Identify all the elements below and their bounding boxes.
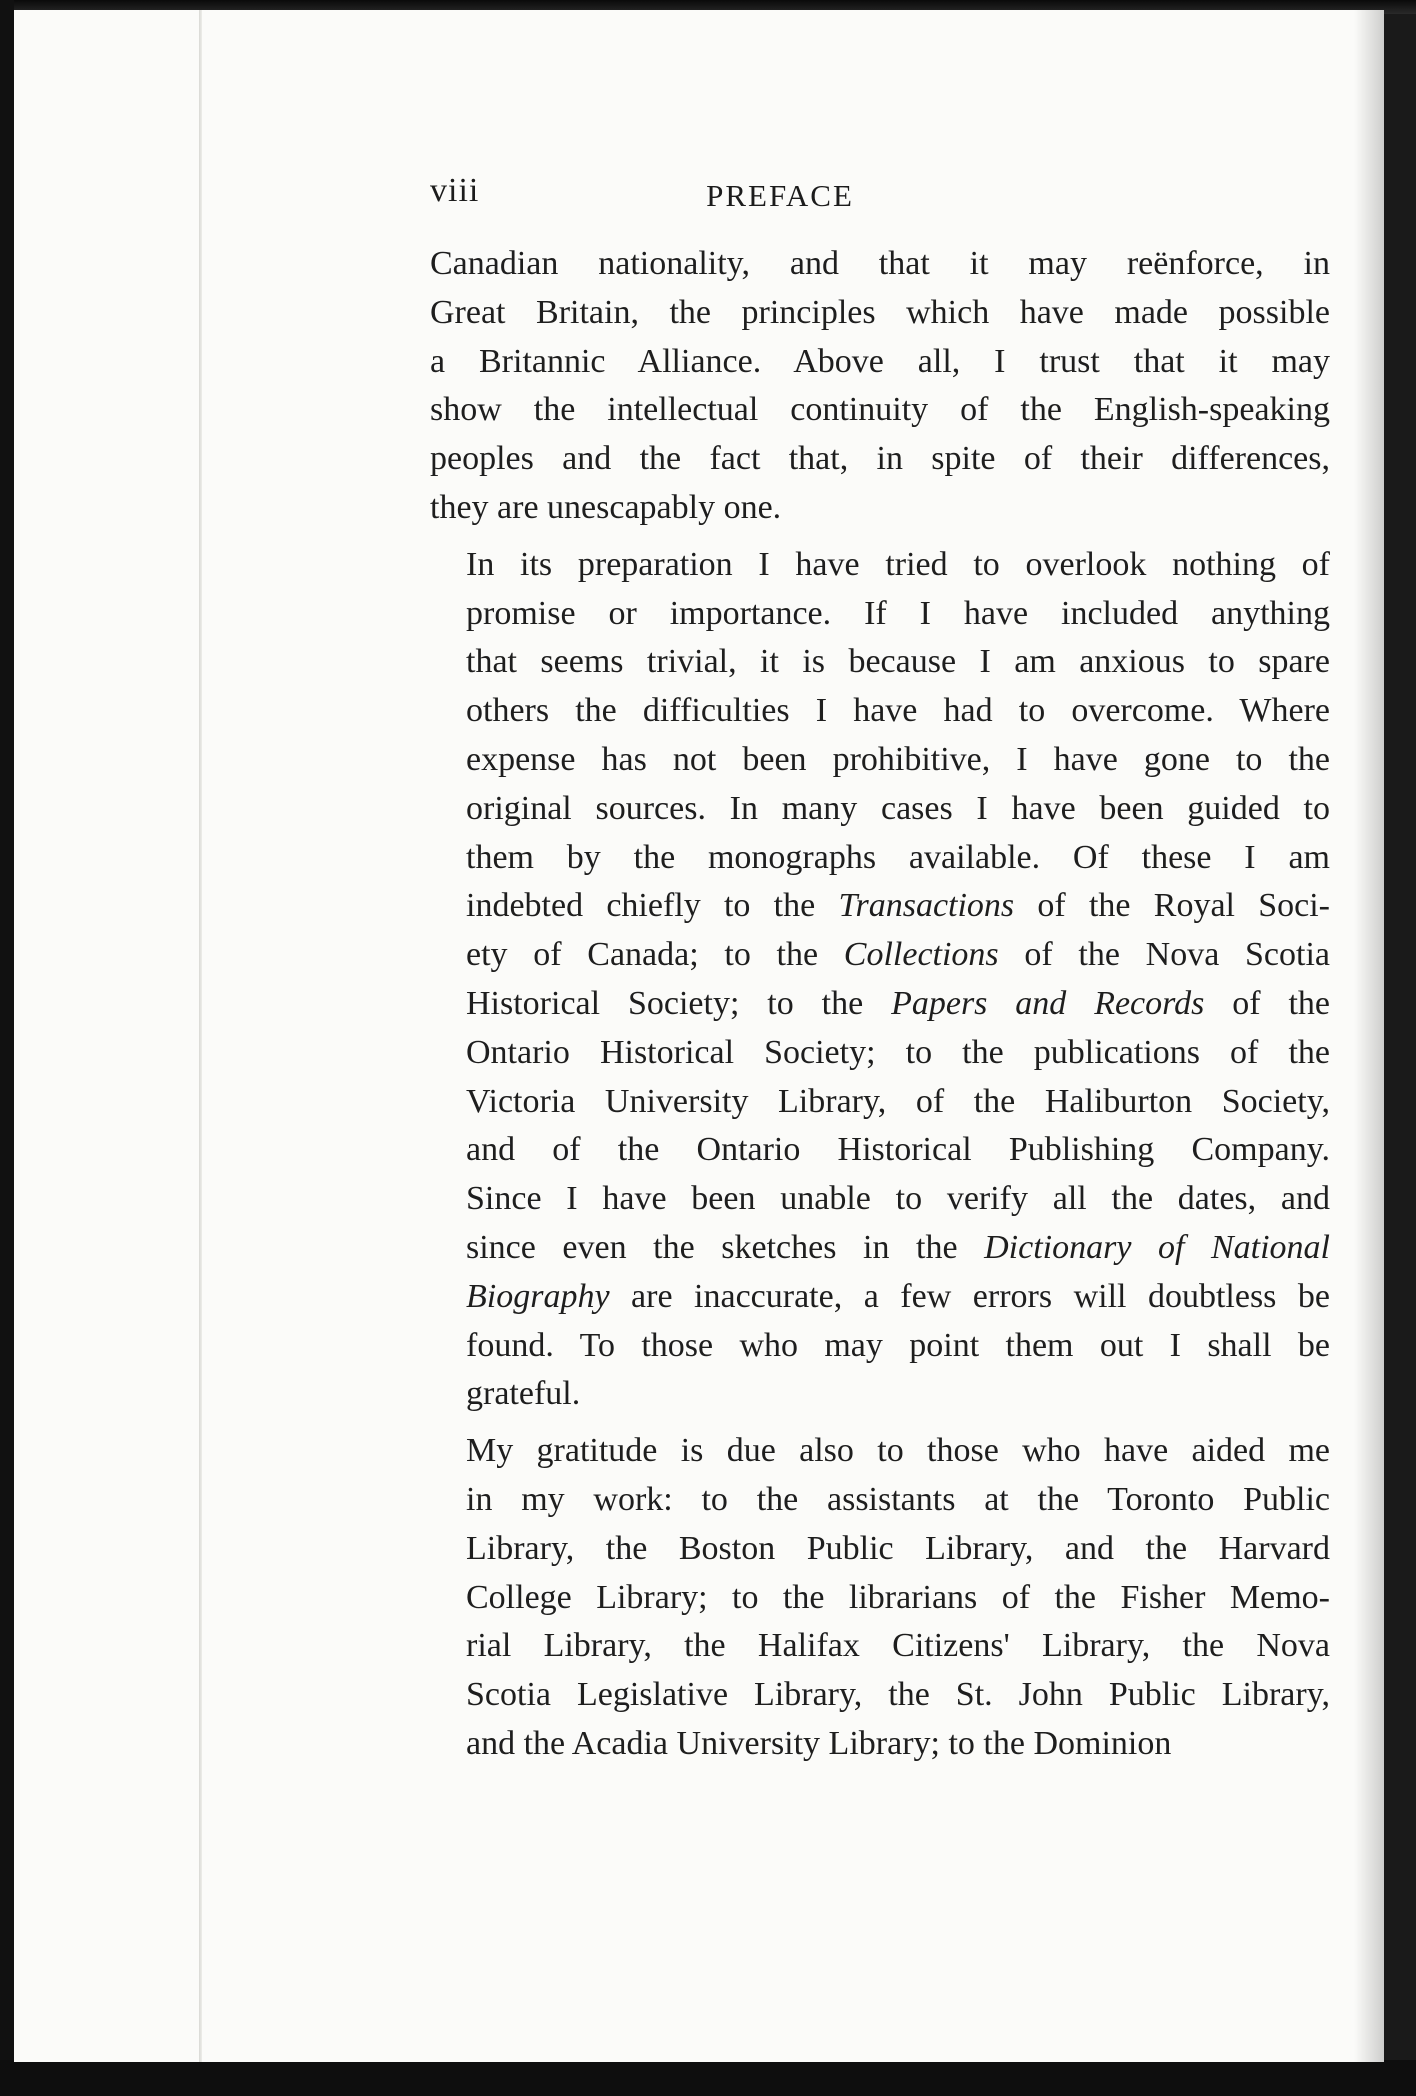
text-line [430,834,1330,883]
text-line [430,980,1330,1029]
text-segment: others the difficulties I have had to overcome. Where [466,692,1330,730]
text-segment: in my work: to the assistants at the Toronto Public [466,1480,1330,1518]
text-segment: In its preparation I have tried to overlook nothing of [466,545,1330,583]
paragraph [430,1427,1330,1769]
text-line [430,386,1330,435]
text-line [430,484,1330,533]
text-segment: are inaccurate, a few errors will doubtless be [609,1277,1330,1315]
text-line [430,1427,1330,1476]
text-line [430,687,1330,736]
text-line [430,338,1330,387]
text-segment: since even the sketches in the [466,1228,985,1266]
italic-title: Biography [466,1277,610,1315]
text-line [430,1574,1330,1623]
scan-border-left [0,0,14,2096]
page-edge-shadow [1354,10,1384,2062]
text-segment: My gratitude is due also to those who have aided me [466,1432,1330,1470]
text-line [430,1622,1330,1671]
text-segment: original sources. In many cases I have been guided to [466,789,1330,827]
text-line [430,1476,1330,1525]
text-line [430,1029,1330,1078]
text-segment: show the intellectual continuity of the English-speaking [430,391,1330,429]
text-line [430,638,1330,687]
text-segment: of the [1204,984,1330,1022]
body-text [430,240,1330,1769]
text-line [430,541,1330,590]
text-line [430,736,1330,785]
page-title: PREFACE [706,178,854,213]
text-segment: Great Britain, the principles which have made possible [430,293,1330,331]
text-line [430,1175,1330,1224]
text-segment: Since I have been unable to verify all the dates, and [466,1180,1330,1218]
text-segment: Scotia Legislative Library, the St. John Public Library, [466,1676,1330,1714]
text-line [430,882,1330,931]
text-line [430,1273,1330,1322]
text-segment: Victoria University Library, of the Haliburton Society, [466,1082,1330,1120]
text-line [430,1322,1330,1371]
text-segment: a Britannic Alliance. Above all, I trust that it may [430,342,1330,380]
paragraph [430,541,1330,1419]
text-segment: they are unescapably one. [430,488,782,526]
text-segment: grateful. [466,1375,581,1413]
paragraph [430,240,1330,533]
italic-title: Papers and Records [891,984,1205,1022]
text-line [430,590,1330,639]
text-segment: Library, the Boston Public Library, and the Harvard [466,1529,1330,1567]
text-segment: expense has not been prohibitive, I have gone to the [466,740,1330,778]
italic-title: Collections [843,936,999,974]
running-head [430,172,1330,222]
text-segment: promise or importance. If I have included anything [466,594,1330,632]
text-segment: rial Library, the Halifax Citizens' Library, the Nova [466,1627,1330,1665]
italic-title: Dictionary of National [984,1228,1330,1266]
text-segment: that seems trivial, it is because I am anxious to spare [466,643,1330,681]
text-segment: and of the Ontario Historical Publishing Company. [466,1131,1330,1169]
text-segment: indebted chiefly to the [466,887,839,925]
text-line [430,240,1330,289]
text-segment: Historical Society; to the [466,984,892,1022]
text-segment: of the Royal Soci- [1014,887,1330,925]
text-segment: peoples and the fact that, in spite of their differences, [430,440,1330,478]
page-fold-line [199,10,202,2062]
text-line [430,1525,1330,1574]
text-segment: and the Acadia University Library; to the Dominion [466,1724,1172,1762]
text-line [430,1078,1330,1127]
text-segment: of the Nova Scotia [998,936,1330,974]
text-line [430,435,1330,484]
text-line [430,1126,1330,1175]
scan-border-bottom [0,2060,1416,2096]
text-line [430,1224,1330,1273]
text-line [430,1671,1330,1720]
text-segment: College Library; to the librarians of the Fisher Memo- [466,1578,1330,1616]
text-segment: ety of Canada; to the [466,936,844,974]
text-segment: Canadian nationality, and that it may reënforce, in [430,245,1330,282]
text-line [430,931,1330,980]
text-segment: Ontario Historical Society; to the publications of the [466,1033,1330,1071]
text-segment: found. To those who may point them out I shall be [466,1326,1330,1364]
text-line [430,289,1330,338]
text-line [430,1370,1330,1419]
page-number: viii [430,172,480,209]
text-segment: them by the monographs available. Of these I am [466,838,1330,876]
text-line [430,785,1330,834]
italic-title: Transactions [838,887,1015,925]
text-line [430,1720,1330,1769]
